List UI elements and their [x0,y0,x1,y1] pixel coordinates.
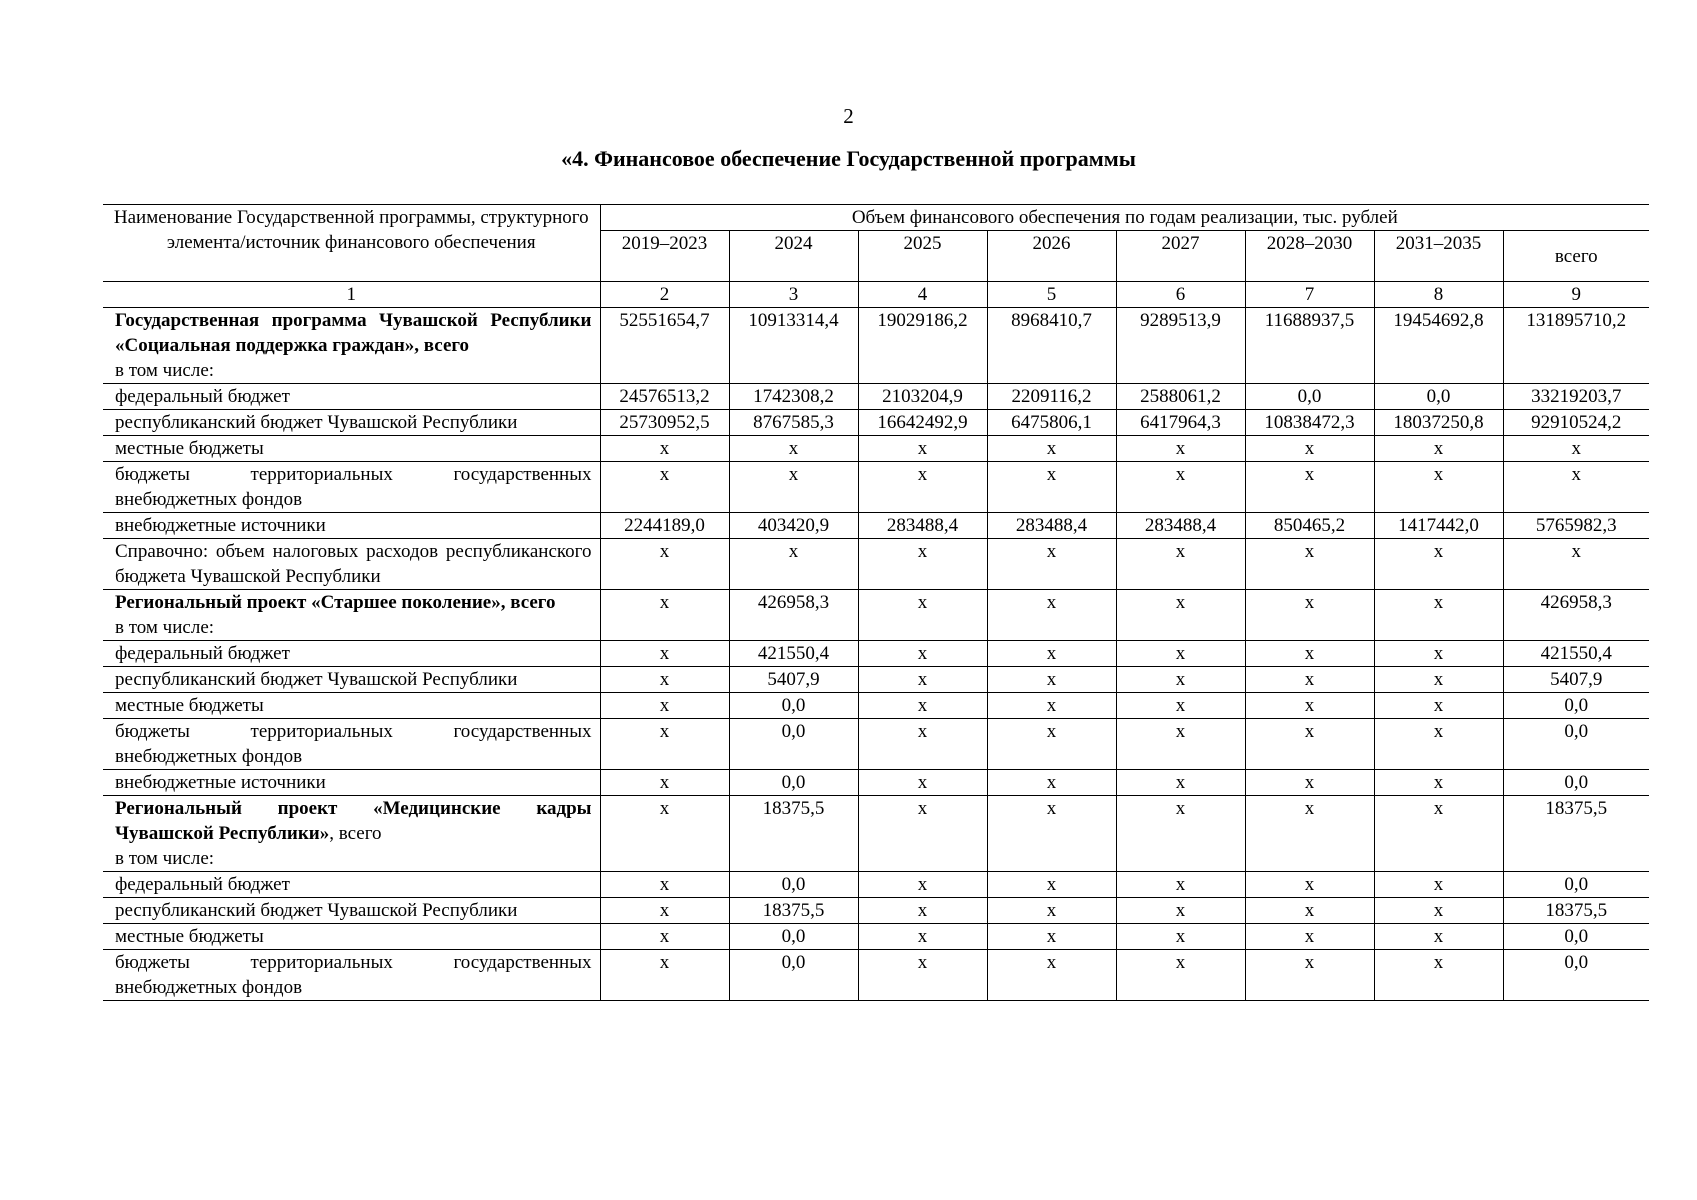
value-cell: x [1116,950,1245,1001]
column-number: 7 [1245,282,1374,308]
value-cell: x [987,462,1116,513]
period-header: 2025 [858,231,987,282]
value-cell: 283488,4 [987,513,1116,539]
table-row [103,436,1649,462]
value-cell: 0,0 [729,924,858,950]
section-title-tail: , всего [329,823,382,844]
value-cell: x [1245,719,1374,770]
value-cell: x [1374,872,1503,898]
value-cell: 6417964,3 [1116,410,1245,436]
section-subtitle: в том числе: [115,617,215,638]
value-cell: x [987,539,1116,590]
value-cell: x [1245,590,1374,641]
value-cell: 92910524,2 [1503,410,1649,436]
value-cell: x [987,872,1116,898]
value-cell: 19454692,8 [1374,308,1503,384]
financing-table [103,204,1649,1001]
value-cell: 0,0 [729,950,858,1001]
value-cell: 24576513,2 [600,384,729,410]
value-cell: x [600,950,729,1001]
value-cell: x [1116,898,1245,924]
column-number: 4 [858,282,987,308]
value-cell: 2209116,2 [987,384,1116,410]
table-row [103,693,1649,719]
value-cell: x [858,436,987,462]
value-cell: x [1374,693,1503,719]
value-cell: 1417442,0 [1374,513,1503,539]
value-cell: x [1374,590,1503,641]
table-row [103,410,1649,436]
value-cell: 2103204,9 [858,384,987,410]
value-cell: 19029186,2 [858,308,987,384]
table-row [103,384,1649,410]
value-cell: x [1503,539,1649,590]
table-row [103,308,1649,384]
value-cell: x [1374,770,1503,796]
value-cell: x [1374,950,1503,1001]
value-cell: 9289513,9 [1116,308,1245,384]
value-cell: 18375,5 [729,898,858,924]
table-row [103,950,1649,1001]
value-cell: 283488,4 [1116,513,1245,539]
value-cell: x [1116,719,1245,770]
value-cell: x [1374,539,1503,590]
value-cell: x [858,667,987,693]
value-cell: x [987,667,1116,693]
header-row [103,205,1649,231]
row-name: федеральный бюджет [103,641,600,667]
value-cell: x [1503,436,1649,462]
value-cell: x [987,693,1116,719]
value-cell: x [600,590,729,641]
value-cell: x [1116,924,1245,950]
value-cell: 0,0 [1245,384,1374,410]
table-row [103,513,1649,539]
column-number: 6 [1116,282,1245,308]
value-cell: x [600,462,729,513]
value-cell: 18375,5 [729,796,858,872]
value-cell: x [600,796,729,872]
value-cell: 0,0 [1374,384,1503,410]
value-cell: x [1245,770,1374,796]
value-cell: x [600,667,729,693]
value-cell: x [600,693,729,719]
value-cell: 426958,3 [729,590,858,641]
table-row [103,924,1649,950]
row-name: республиканский бюджет Чувашской Республики [103,410,600,436]
value-cell: 8767585,3 [729,410,858,436]
value-cell: x [987,590,1116,641]
value-cell: x [1245,924,1374,950]
row-name: федеральный бюджет [103,872,600,898]
value-cell: x [1245,462,1374,513]
page-title: «4. Финансовое обеспечение Государственной программы [561,146,1136,171]
value-cell: 25730952,5 [600,410,729,436]
row-name: республиканский бюджет Чувашской Республики [103,898,600,924]
value-cell: x [858,950,987,1001]
value-cell: x [1116,872,1245,898]
table-row [103,590,1649,641]
value-cell: 16642492,9 [858,410,987,436]
period-header: 2028–2030 [1245,231,1374,282]
value-cell: x [858,796,987,872]
value-cell: 131895710,2 [1503,308,1649,384]
value-cell: x [600,436,729,462]
value-cell: 18375,5 [1503,898,1649,924]
value-cell: 18037250,8 [1374,410,1503,436]
value-cell: 6475806,1 [987,410,1116,436]
table-row [103,641,1649,667]
value-cell: x [600,719,729,770]
table-row [103,719,1649,770]
value-cell: x [858,641,987,667]
table-row [103,872,1649,898]
section-title: Региональный проект «Медицинские кадры Чувашской Республики» [115,798,592,844]
value-cell: 10913314,4 [729,308,858,384]
value-cell: x [987,719,1116,770]
row-name [103,308,600,384]
value-cell: x [1116,590,1245,641]
value-cell: x [1116,436,1245,462]
column-number: 1 [103,282,600,308]
value-cell: 0,0 [1503,719,1649,770]
column-number: 9 [1503,282,1649,308]
group-header: Объем финансового обеспечения по годам реализации, тыс. рублей [600,205,1649,231]
value-cell: x [987,924,1116,950]
value-cell: x [858,872,987,898]
column-number: 8 [1374,282,1503,308]
value-cell: x [600,898,729,924]
row-name [103,590,600,641]
period-header: 2019–2023 [600,231,729,282]
row-name: внебюджетные источники [103,770,600,796]
value-cell: 0,0 [729,693,858,719]
value-cell: x [1245,950,1374,1001]
value-cell: 0,0 [1503,693,1649,719]
value-cell: 426958,3 [1503,590,1649,641]
value-cell: 283488,4 [858,513,987,539]
row-name: местные бюджеты [103,924,600,950]
value-cell: x [600,924,729,950]
value-cell: 850465,2 [1245,513,1374,539]
value-cell: x [1374,719,1503,770]
value-cell: 421550,4 [1503,641,1649,667]
value-cell: x [858,719,987,770]
row-name: местные бюджеты [103,436,600,462]
value-cell: x [1116,539,1245,590]
value-cell: x [1245,898,1374,924]
value-cell: 5407,9 [1503,667,1649,693]
value-cell: x [729,436,858,462]
value-cell: x [600,641,729,667]
value-cell: x [1245,641,1374,667]
value-cell: 0,0 [729,719,858,770]
period-header: 2026 [987,231,1116,282]
value-cell: 10838472,3 [1245,410,1374,436]
column-number: 2 [600,282,729,308]
value-cell: 403420,9 [729,513,858,539]
column-number-row [103,282,1649,308]
value-cell: x [858,590,987,641]
value-cell: x [1245,796,1374,872]
value-cell: x [987,898,1116,924]
value-cell: x [1503,462,1649,513]
column-number: 5 [987,282,1116,308]
value-cell: 0,0 [1503,924,1649,950]
value-cell: x [1245,539,1374,590]
value-cell: 33219203,7 [1503,384,1649,410]
value-cell: x [1245,872,1374,898]
value-cell: x [1374,924,1503,950]
row-name: бюджеты территориальных государственных внебюджетных фондов [103,950,600,1001]
value-cell: x [600,770,729,796]
row-name [103,796,600,872]
value-cell: x [729,539,858,590]
section-subtitle: в том числе: [115,360,215,381]
value-cell: x [729,462,858,513]
table-row [103,539,1649,590]
row-name: республиканский бюджет Чувашской Республики [103,667,600,693]
value-cell: x [1245,693,1374,719]
value-cell: x [858,898,987,924]
page-number: 2 [843,104,854,128]
value-cell: 18375,5 [1503,796,1649,872]
section-title: Региональный проект «Старшее поколение», всего [115,592,556,613]
value-cell: 8968410,7 [987,308,1116,384]
value-cell: x [600,539,729,590]
value-cell: x [1116,641,1245,667]
value-cell: 421550,4 [729,641,858,667]
value-cell: 2588061,2 [1116,384,1245,410]
row-name: внебюджетные источники [103,513,600,539]
period-header-total: всего [1503,231,1649,282]
table-row [103,898,1649,924]
row-name: местные бюджеты [103,693,600,719]
value-cell: x [987,770,1116,796]
section-subtitle: в том числе: [115,848,215,869]
value-cell: x [858,539,987,590]
value-cell: 0,0 [1503,950,1649,1001]
value-cell: x [1374,641,1503,667]
value-cell: 11688937,5 [1245,308,1374,384]
table-row [103,796,1649,872]
value-cell: x [858,693,987,719]
value-cell: x [987,796,1116,872]
column-number: 3 [729,282,858,308]
value-cell: x [858,770,987,796]
table-row [103,667,1649,693]
value-cell: x [1245,667,1374,693]
row-name: бюджеты территориальных государственных внебюджетных фондов [103,719,600,770]
value-cell: x [1116,693,1245,719]
value-cell: 5765982,3 [1503,513,1649,539]
value-cell: x [1116,667,1245,693]
value-cell: x [1374,436,1503,462]
row-name: федеральный бюджет [103,384,600,410]
value-cell: 1742308,2 [729,384,858,410]
table-row [103,462,1649,513]
value-cell: x [1116,796,1245,872]
value-cell: 0,0 [1503,872,1649,898]
name-column-header: Наименование Государственной программы, структурного элемента/источник финансового обеспечения [103,205,600,282]
period-header: 2031–2035 [1374,231,1503,282]
value-cell: x [1374,898,1503,924]
period-header: 2024 [729,231,858,282]
value-cell: x [1374,667,1503,693]
section-title: Государственная программа Чувашской Республики «Социальная поддержка граждан», всего [115,310,592,356]
value-cell: 0,0 [729,770,858,796]
period-header: 2027 [1116,231,1245,282]
row-name: бюджеты территориальных государственных внебюджетных фондов [103,462,600,513]
value-cell: x [1374,796,1503,872]
value-cell: x [1374,462,1503,513]
value-cell: x [987,436,1116,462]
value-cell: 0,0 [729,872,858,898]
value-cell: 2244189,0 [600,513,729,539]
value-cell: x [858,462,987,513]
value-cell: 5407,9 [729,667,858,693]
value-cell: x [987,950,1116,1001]
value-cell: x [1116,462,1245,513]
value-cell: 0,0 [1503,770,1649,796]
value-cell: x [1116,770,1245,796]
value-cell: x [858,924,987,950]
value-cell: x [987,641,1116,667]
value-cell: x [600,872,729,898]
value-cell: 52551654,7 [600,308,729,384]
value-cell: x [1245,436,1374,462]
row-name: Справочно: объем налоговых расходов республиканского бюджета Чувашской Республики [103,539,600,590]
table-row [103,770,1649,796]
